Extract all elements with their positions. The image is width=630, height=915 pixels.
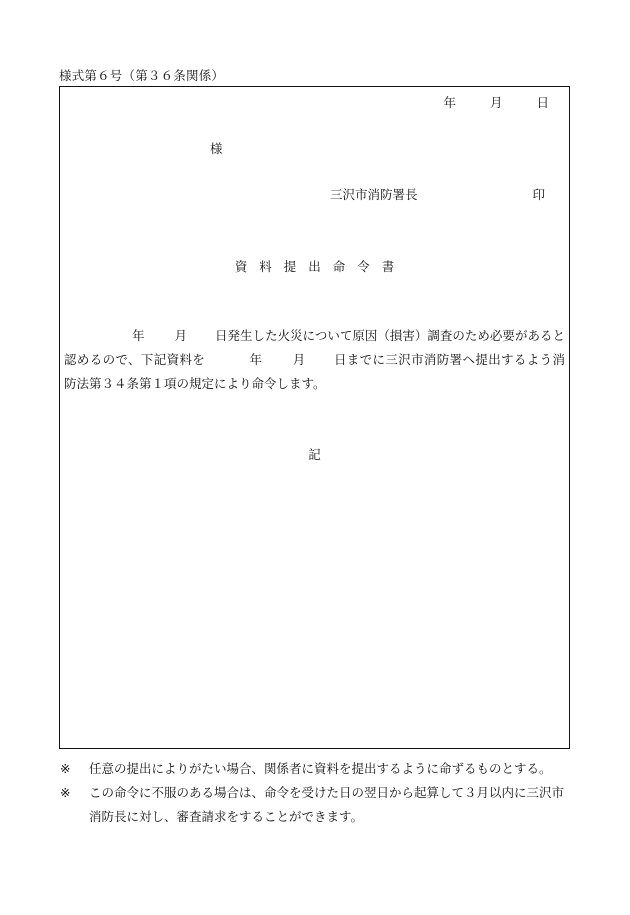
note-item xyxy=(59,757,573,781)
body-year-2: 年 xyxy=(249,352,263,367)
note-text: この命令に不服のある場合は、命令を受けた日の翌日から起算して３月以内に三沢市消防長に対し、審査請求をすることができます。 xyxy=(89,785,565,824)
date-day: 日 xyxy=(536,95,549,110)
body-year-1: 年 xyxy=(132,328,145,343)
body-text-2: 日までに三沢市消防署へ提出するよう消防法第３４条第１項の規定により命令します。 xyxy=(64,352,565,391)
document-frame xyxy=(59,86,570,749)
note-text: 任意の提出によりがたい場合、関係者に資料を提出するように命ずるものとする。 xyxy=(89,761,552,776)
body-month-1: 月 xyxy=(174,328,188,343)
date-month: 月 xyxy=(489,95,503,110)
body-month-2: 月 xyxy=(292,352,306,367)
note-item xyxy=(59,781,573,829)
addressee-suffix: 様 xyxy=(210,141,223,156)
order-body xyxy=(64,324,565,396)
seal-mark: 印 xyxy=(532,187,545,202)
document-title: 資料提出命令書 xyxy=(234,259,407,274)
date-year: 年 xyxy=(443,95,456,110)
issuer-row xyxy=(330,185,545,203)
issuer-name: 三沢市消防署長 xyxy=(330,187,418,202)
note-mark: ※ xyxy=(60,761,71,776)
note-mark: ※ xyxy=(60,785,71,800)
date-line xyxy=(443,93,549,111)
notes xyxy=(59,757,573,829)
body-text-1: 日発生した火災について原因（損害）調査のため必要があると認めるので、下記資料を xyxy=(64,328,565,367)
form-number: 様式第６号（第３６条関係） xyxy=(59,68,225,83)
ki-heading: 記 xyxy=(308,447,321,462)
